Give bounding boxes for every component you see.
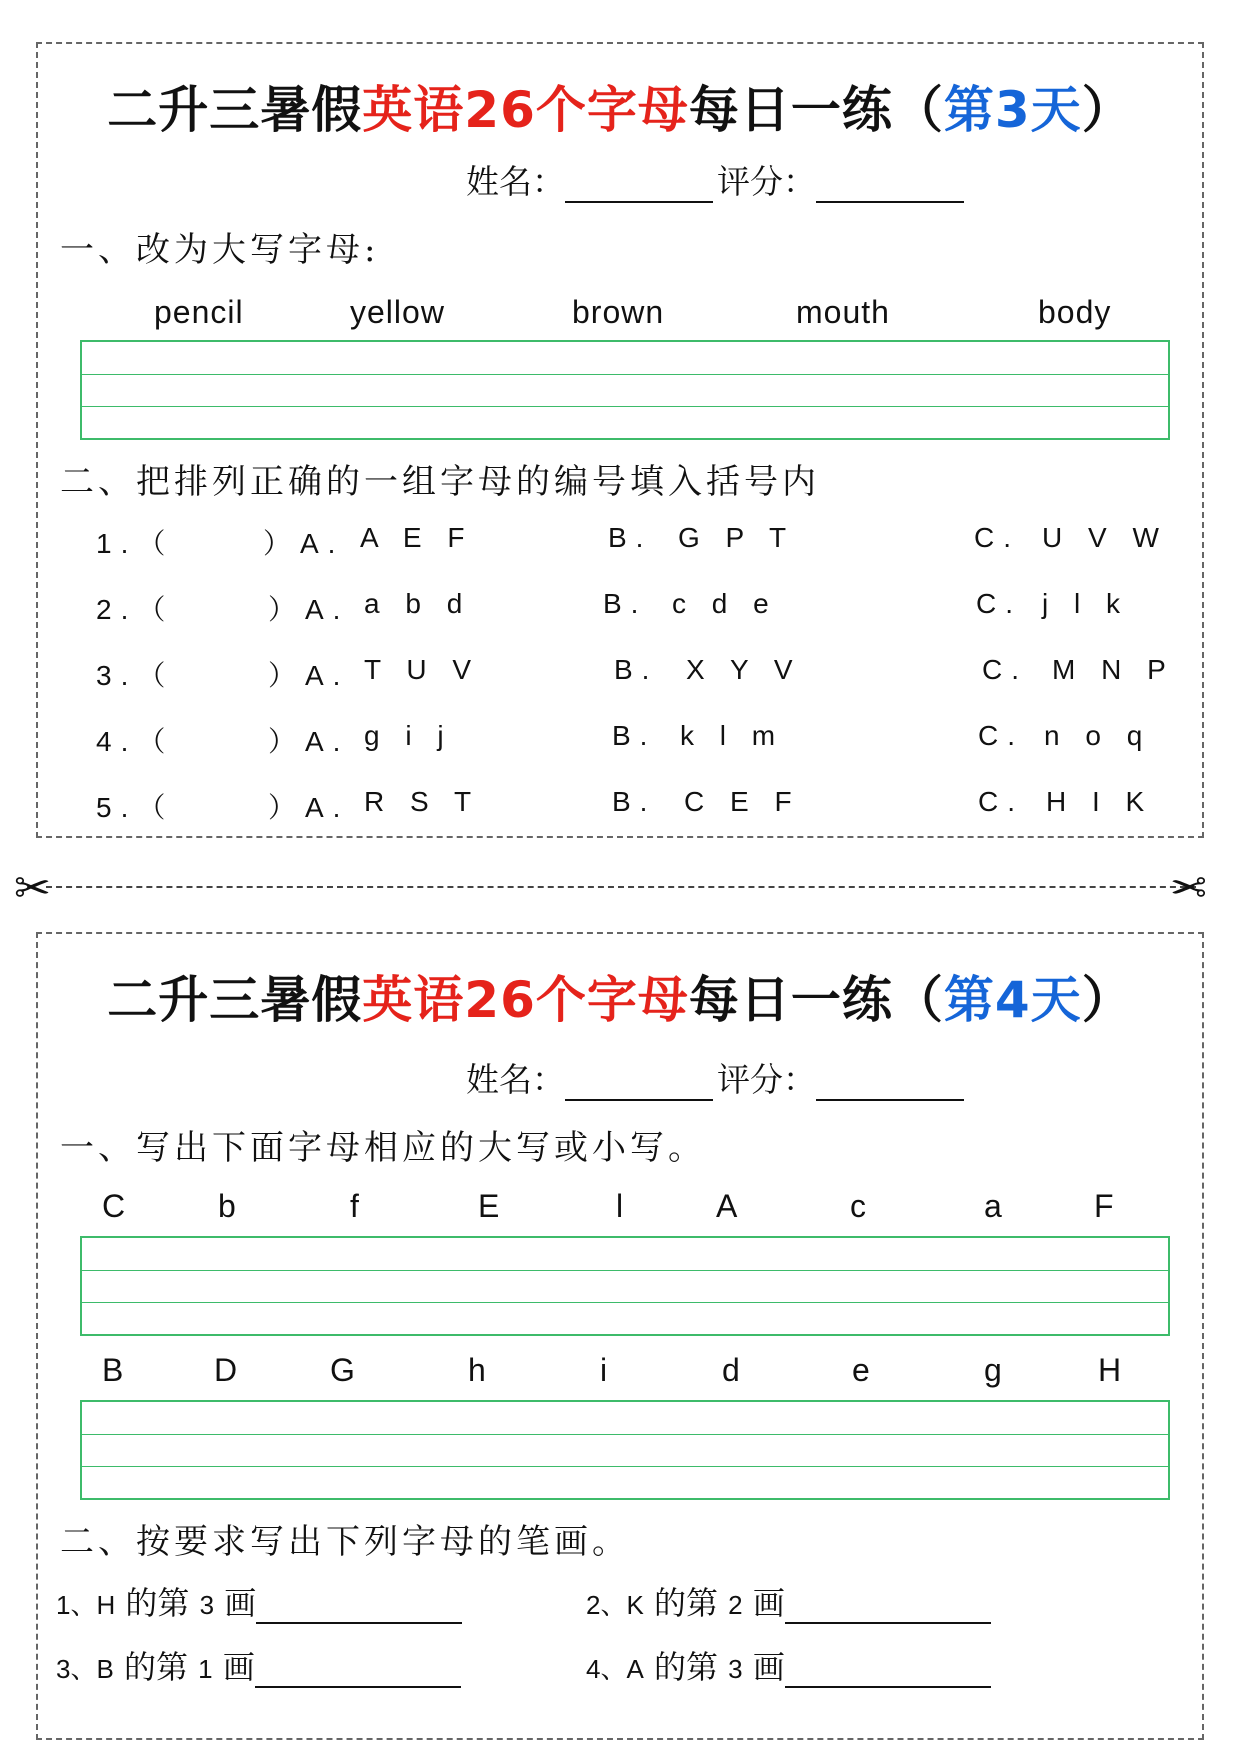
stroke-unit: 画	[214, 1584, 257, 1622]
stroke-unit: 画	[742, 1648, 785, 1686]
word: pencil	[154, 294, 244, 330]
question-row	[96, 720, 174, 760]
letter: G	[330, 1352, 356, 1388]
option-b-label: B.	[612, 720, 657, 751]
option-b-label: B.	[608, 522, 653, 553]
option-b: X Y V	[686, 654, 802, 685]
word: mouth	[796, 294, 890, 330]
stroke-letter: 2、K	[586, 1590, 644, 1620]
option-c: M N P	[1052, 654, 1175, 685]
letter: l	[616, 1188, 625, 1224]
q-num: 3.（	[96, 660, 175, 691]
letter: C	[102, 1188, 127, 1224]
name-blank[interactable]	[565, 1065, 713, 1101]
stroke-text: 的第	[113, 1648, 199, 1686]
letter: d	[722, 1352, 741, 1388]
letter: A	[716, 1188, 739, 1224]
option-b-label: B.	[603, 588, 648, 619]
q-close[interactable]: ）A.	[263, 528, 345, 559]
letter: c	[850, 1188, 867, 1224]
option-a: a b d	[364, 588, 472, 619]
stroke-letter: 4、A	[586, 1654, 644, 1684]
option-b-label: B.	[612, 786, 657, 817]
q-close[interactable]: ）A.	[268, 594, 350, 625]
option-c-label: C.	[978, 720, 1024, 751]
title-part: ）	[1081, 971, 1133, 1029]
word: body	[1038, 294, 1112, 330]
stroke-question	[586, 1578, 991, 1624]
letter: D	[214, 1352, 239, 1388]
name-label: 姓名：	[466, 162, 565, 201]
option-b: G P T	[678, 522, 796, 553]
letter: B	[102, 1352, 125, 1388]
option-b: k l m	[680, 720, 785, 751]
stroke-question	[56, 1578, 462, 1624]
worksheet-day4	[36, 932, 1204, 1740]
section2-heading: 二、按要求写出下列字母的笔画。	[60, 1522, 630, 1562]
name-blank[interactable]	[565, 167, 713, 203]
scissors-icon: ✂	[1170, 863, 1207, 914]
title-part: ）	[1081, 81, 1133, 139]
section1-heading: 一、写出下面字母相应的大写或小写。	[60, 1128, 706, 1168]
letter: b	[218, 1188, 237, 1224]
writing-lines[interactable]	[80, 1236, 1170, 1336]
score-label: 评分：	[717, 162, 816, 201]
answer-blank[interactable]	[255, 1656, 461, 1688]
answer-blank[interactable]	[785, 1592, 991, 1624]
title-day3	[38, 70, 1202, 142]
option-a: A E F	[360, 522, 474, 553]
letter: a	[984, 1188, 1003, 1224]
section2-heading: 二、把排列正确的一组字母的编号填入括号内	[60, 462, 820, 502]
title-part: 二升三暑假	[107, 971, 363, 1029]
letter: i	[600, 1352, 609, 1388]
stroke-unit: 画	[212, 1648, 255, 1686]
stroke-number: 1	[198, 1654, 213, 1684]
word: brown	[572, 294, 665, 330]
letter: h	[468, 1352, 487, 1388]
option-a: R S T	[364, 786, 481, 817]
q-num: 2.（	[96, 594, 175, 625]
stroke-number: 2	[728, 1590, 743, 1620]
letter: E	[478, 1188, 501, 1224]
stroke-number: 3	[199, 1590, 215, 1620]
letter: H	[1098, 1352, 1123, 1388]
option-c-label: C.	[982, 654, 1028, 685]
title-part: 每日一练（	[688, 81, 944, 139]
letter: g	[984, 1352, 1003, 1388]
title-day: 第3天	[943, 81, 1082, 139]
question-row	[96, 654, 174, 694]
stroke-letter: 1、H	[56, 1590, 116, 1620]
stroke-text: 的第	[115, 1584, 200, 1622]
option-b: C E F	[684, 786, 801, 817]
stroke-question	[56, 1642, 461, 1688]
stroke-number: 3	[728, 1654, 743, 1684]
title-part: 二升三暑假	[107, 81, 363, 139]
stroke-text: 的第	[643, 1584, 729, 1622]
q-num: 1.（	[96, 528, 175, 559]
option-c: n o q	[1044, 720, 1152, 751]
question-row	[96, 786, 174, 826]
writing-lines[interactable]	[80, 340, 1170, 440]
title-highlight: 英语26个字母	[362, 971, 689, 1029]
option-c-label: C.	[974, 522, 1020, 553]
writing-lines[interactable]	[80, 1400, 1170, 1500]
title-part: 每日一练（	[688, 971, 944, 1029]
answer-blank[interactable]	[785, 1656, 991, 1688]
scissors-icon: ✂	[14, 863, 51, 914]
option-b: c d e	[672, 588, 778, 619]
question-row	[96, 522, 174, 562]
stroke-text: 的第	[643, 1648, 729, 1686]
title-day4	[38, 960, 1202, 1032]
section1-heading: 一、改为大写字母:	[60, 230, 380, 270]
option-c-label: C.	[978, 786, 1024, 817]
option-c: H I K	[1046, 786, 1154, 817]
stroke-unit: 画	[742, 1584, 785, 1622]
cut-line	[46, 886, 1196, 888]
stroke-letter: 3、B	[56, 1654, 114, 1684]
q-close[interactable]: ）A.	[268, 792, 350, 823]
answer-blank[interactable]	[256, 1592, 462, 1624]
option-c: U V W	[1042, 522, 1168, 553]
q-close[interactable]: ）A.	[268, 726, 350, 757]
title-highlight: 英语26个字母	[362, 81, 689, 139]
option-b-label: B.	[614, 654, 659, 685]
name-score-row	[466, 1054, 968, 1101]
word: yellow	[350, 294, 445, 330]
letter: F	[1094, 1188, 1115, 1224]
name-score-row	[466, 156, 968, 203]
score-label: 评分：	[717, 1060, 816, 1099]
stroke-question	[586, 1642, 991, 1688]
q-num: 4.（	[96, 726, 175, 757]
score-blank[interactable]	[816, 1065, 964, 1101]
name-label: 姓名：	[466, 1060, 565, 1099]
option-c: j l k	[1042, 588, 1129, 619]
option-a: g i j	[364, 720, 453, 751]
letter: f	[350, 1188, 360, 1224]
option-c-label: C.	[976, 588, 1022, 619]
score-blank[interactable]	[816, 167, 964, 203]
q-close[interactable]: ）A.	[268, 660, 350, 691]
title-day: 第4天	[943, 971, 1082, 1029]
letter: e	[852, 1352, 871, 1388]
option-a: T U V	[364, 654, 481, 685]
q-num: 5.（	[96, 792, 175, 823]
question-row	[96, 588, 174, 628]
worksheet-day3	[36, 42, 1204, 838]
